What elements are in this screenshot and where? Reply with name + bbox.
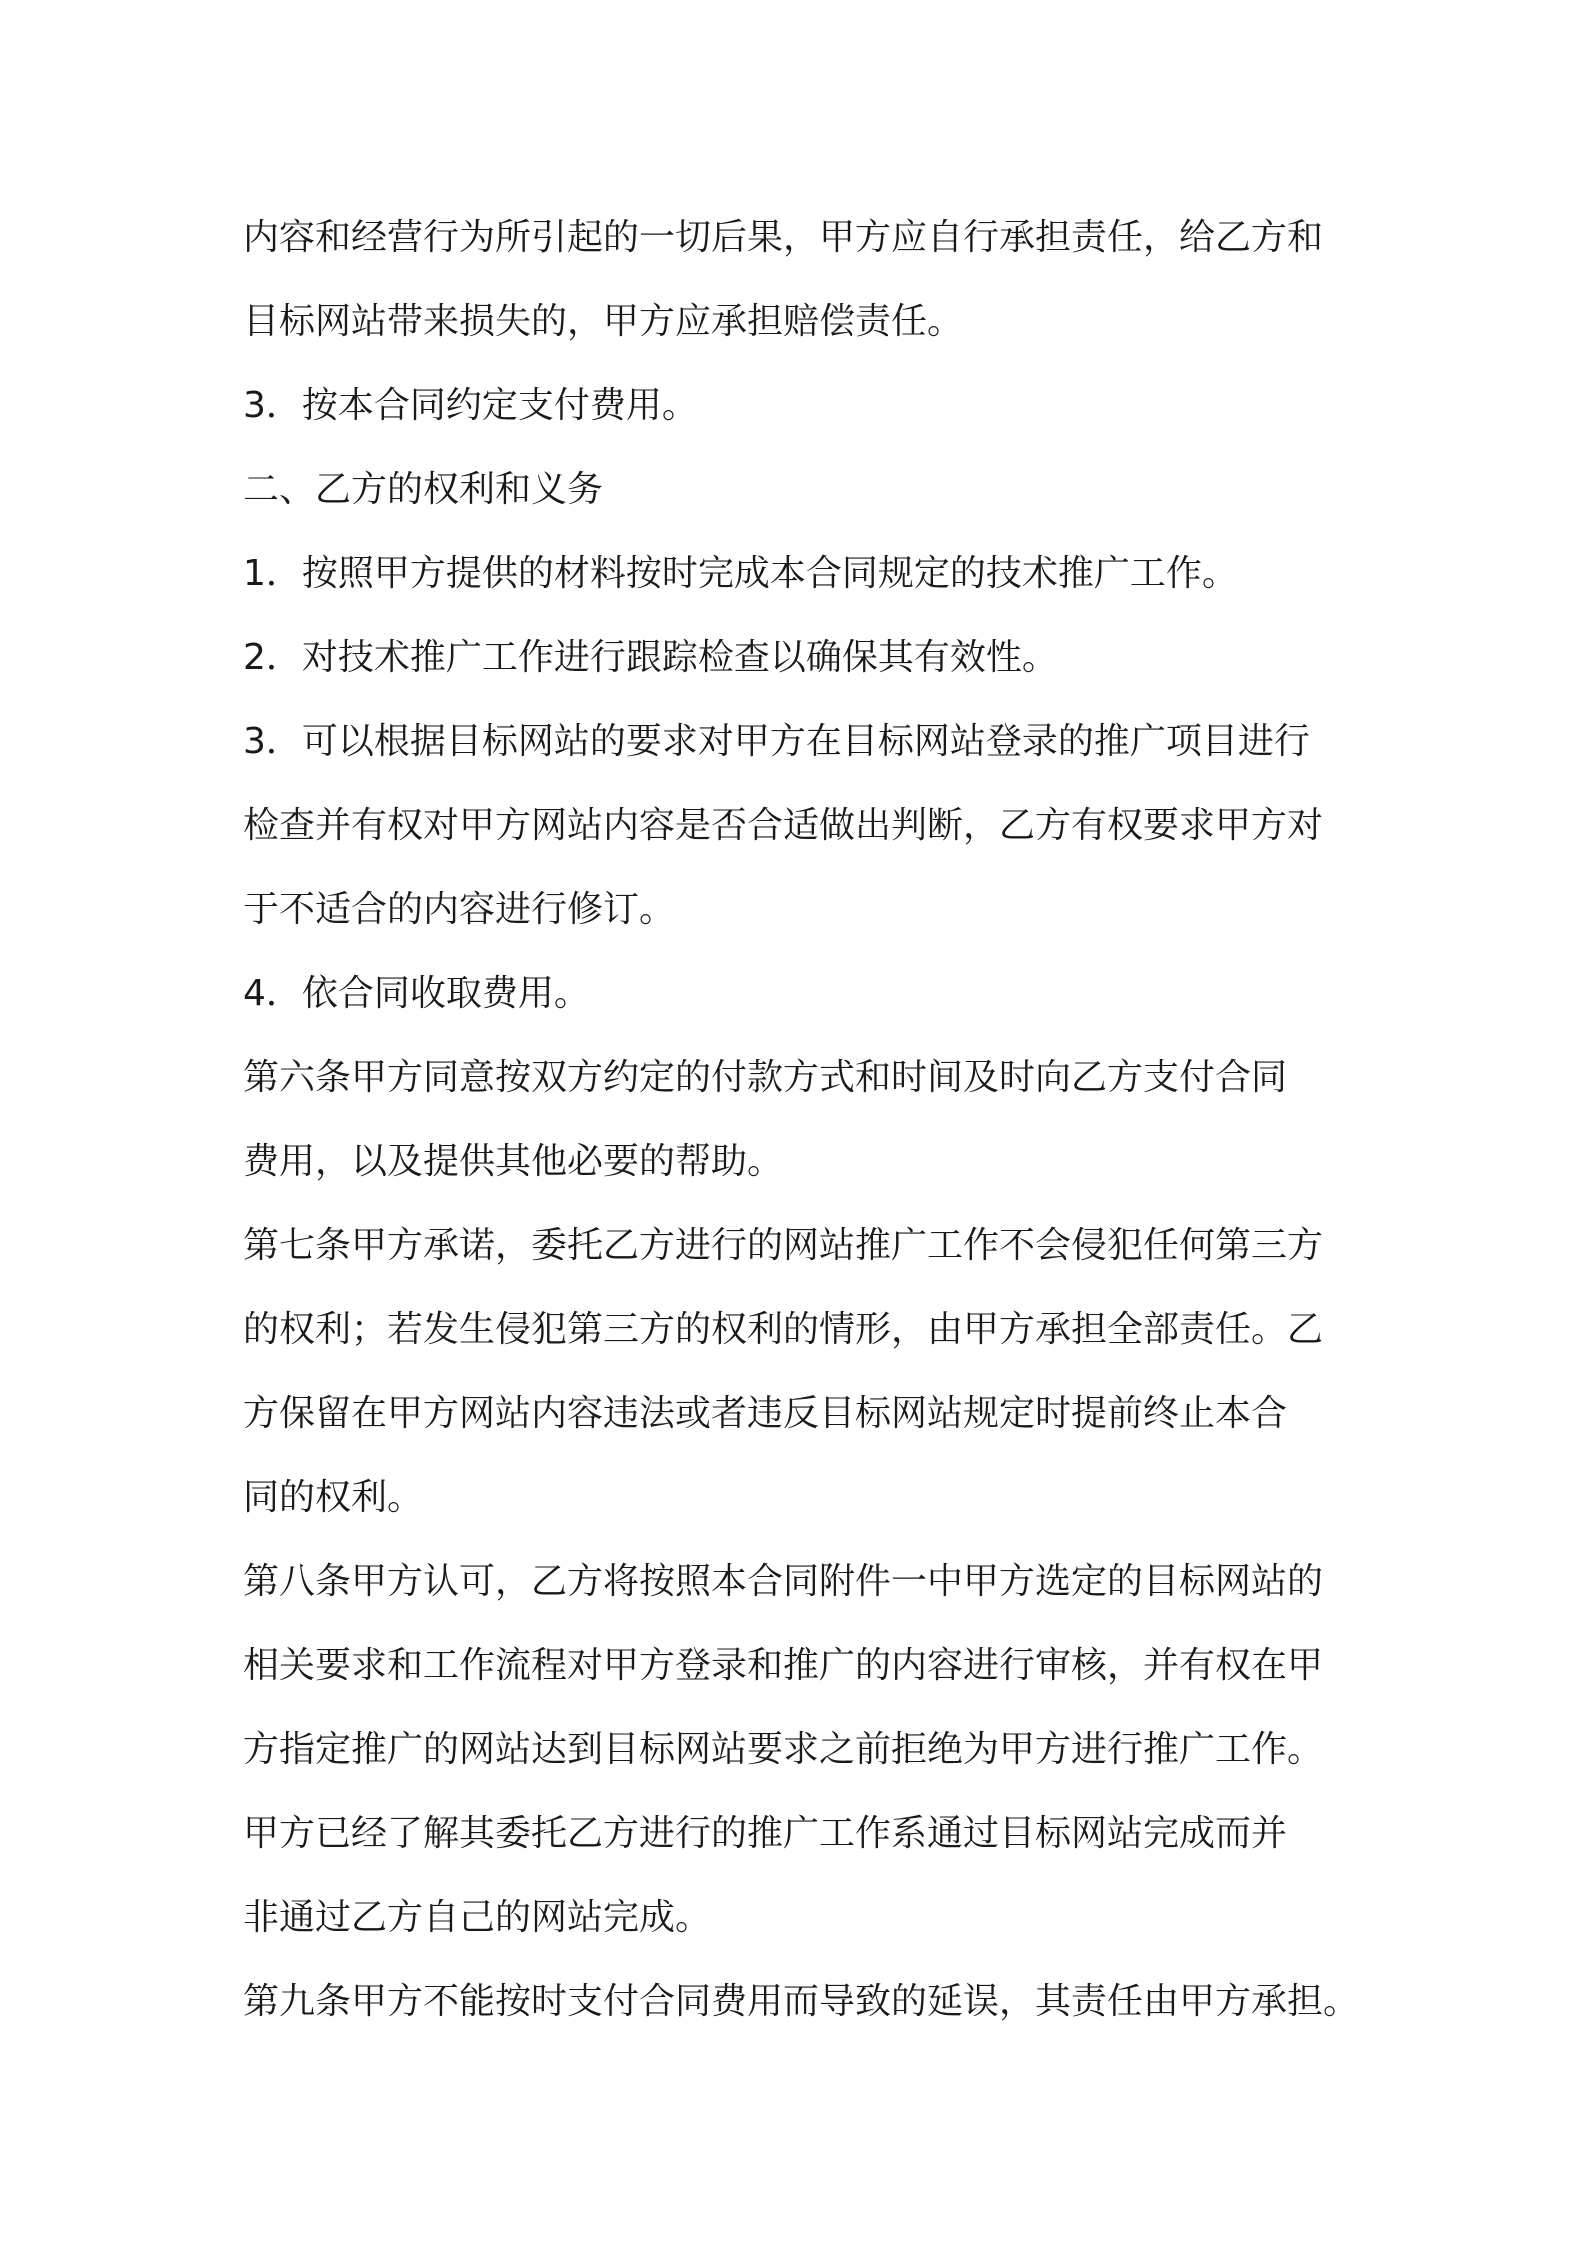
text-line: 甲方已经了解其委托乙方进行的推广工作系通过目标网站完成而并 <box>243 1813 1288 1854</box>
text-line: 3．可以根据目标网站的要求对甲方在目标网站登录的推广项目进行 <box>243 721 1310 762</box>
text-line: 第六条甲方同意按双方约定的付款方式和时间及时向乙方支付合同 <box>243 1057 1288 1098</box>
text-line: 方指定推广的网站达到目标网站要求之前拒绝为甲方进行推广工作。 <box>243 1729 1324 1770</box>
text-line: 1．按照甲方提供的材料按时完成本合同规定的技术推广工作。 <box>243 553 1238 594</box>
text-line: 的权利；若发生侵犯第三方的权利的情形，由甲方承担全部责任。乙 <box>243 1309 1324 1350</box>
text-line: 费用，以及提供其他必要的帮助。 <box>243 1141 784 1182</box>
text-line: 目标网站带来损失的，甲方应承担赔偿责任。 <box>243 301 964 342</box>
text-line: 2．对技术推广工作进行跟踪检查以确保其有效性。 <box>243 637 1058 678</box>
contract-text <box>243 196 1373 2044</box>
text-line: 第八条甲方认可，乙方将按照本合同附件一中甲方选定的目标网站的 <box>243 1561 1324 1602</box>
text-line: 内容和经营行为所引起的一切后果，甲方应自行承担责任，给乙方和 <box>243 217 1324 258</box>
text-line: 同的权利。 <box>243 1477 424 1518</box>
text-line: 非通过乙方自己的网站完成。 <box>243 1897 712 1938</box>
text-line: 第七条甲方承诺，委托乙方进行的网站推广工作不会侵犯任何第三方 <box>243 1225 1324 1266</box>
text-line: 3．按本合同约定支付费用。 <box>243 385 698 426</box>
text-line: 方保留在甲方网站内容违法或者违反目标网站规定时提前终止本合 <box>243 1393 1288 1434</box>
text-line: 于不适合的内容进行修订。 <box>243 889 676 930</box>
text-line: 第九条甲方不能按时支付合同费用而导致的延误，其责任由甲方承担。 <box>243 1981 1360 2022</box>
text-line: 相关要求和工作流程对甲方登录和推广的内容进行审核，并有权在甲 <box>243 1645 1324 1686</box>
section-heading: 二、乙方的权利和义务 <box>243 469 604 510</box>
text-line: 检查并有权对甲方网站内容是否合适做出判断，乙方有权要求甲方对 <box>243 805 1324 846</box>
text-line: 4．依合同收取费用。 <box>243 973 590 1014</box>
